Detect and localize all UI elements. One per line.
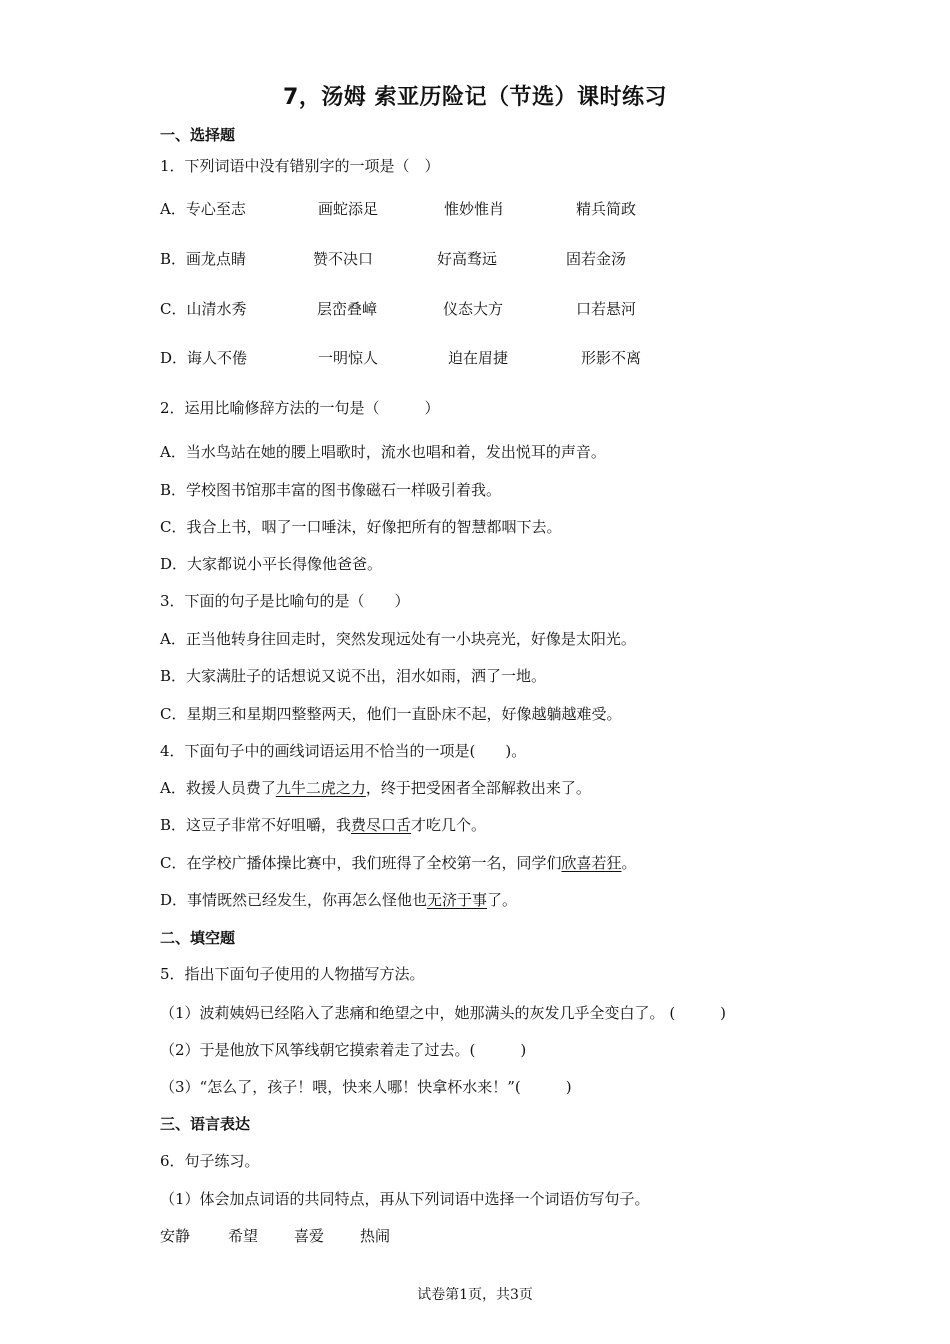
question-2-stem: 2．运用比喻修辞方法的一句是（ ）: [160, 399, 440, 417]
question-4-option-d: [160, 890, 517, 910]
option-text: A．救援人员费了: [160, 779, 276, 797]
option-label: A．专心至志: [160, 200, 246, 218]
word-item: 安静: [160, 1227, 191, 1245]
question-1-option-a: [160, 199, 720, 219]
question-4-option-c: [160, 853, 637, 873]
option-label: B．画龙点睛: [160, 250, 247, 268]
option-word: 画蛇添足: [318, 200, 379, 218]
section-heading-expression: 三、语言表达: [160, 1115, 251, 1133]
underlined-phrase: 无济于事: [427, 891, 488, 909]
word-item: 喜爱: [294, 1227, 325, 1245]
question-5-item-3: （3）“怎么了，孩子！喂，快来人哪！快拿杯水来！”( ): [160, 1078, 572, 1096]
question-6-stem: 6．句子练习。: [160, 1152, 260, 1170]
question-1-option-c: [160, 299, 720, 319]
option-word: 口若悬河: [576, 300, 637, 318]
page-title: 7，汤姆 索亚历险记（节选）课时练习: [283, 85, 667, 110]
option-word: 惟妙惟肖: [444, 200, 505, 218]
question-3-stem: 3．下面的句子是比喻句的是（ ）: [160, 592, 410, 610]
page-footer: 试卷第1页，共3页: [417, 1287, 533, 1303]
option-word: 好高骛远: [437, 250, 498, 268]
option-label: D．诲人不倦: [160, 349, 248, 367]
option-word: 固若金汤: [566, 250, 627, 268]
question-2-option-b: B．学校图书馆那丰富的图书像磁石一样吸引着我。: [160, 481, 502, 499]
question-3-option-c: C．星期三和星期四整整两天，他们一直卧床不起，好像越躺越难受。: [160, 705, 622, 723]
option-word: 赞不决口: [313, 250, 374, 268]
section-heading-choice: 一、选择题: [160, 126, 236, 144]
option-word: 精兵简政: [576, 200, 637, 218]
question-1-stem: 1．下列词语中没有错别字的一项是（ ）: [160, 157, 440, 175]
option-text: ，终于把受困者全部解救出来了。: [365, 779, 591, 797]
question-1-option-b: [160, 249, 720, 269]
question-2-option-d: D．大家都说小平长得像他爸爸。: [160, 555, 383, 573]
option-word: 一明惊人: [318, 349, 379, 367]
option-text: B．这豆子非常不好咀嚼，我: [160, 816, 352, 834]
option-word: 层峦叠嶂: [317, 300, 378, 318]
word-item: 热闹: [360, 1227, 391, 1245]
option-word: 迫在眉捷: [448, 349, 509, 367]
word-list: [160, 1226, 460, 1246]
option-text: 了。: [487, 891, 518, 909]
option-text: 。: [621, 854, 637, 872]
option-text: 才吃几个。: [411, 816, 487, 834]
question-4-option-a: [160, 778, 591, 798]
section-heading-fill-blank: 二、填空题: [160, 929, 236, 947]
question-3-option-a: A．正当他转身往回走时，突然发现远处有一小块亮光，好像是太阳光。: [160, 630, 636, 648]
option-text: D．事情既然已经发生，你再怎么怪他也: [160, 891, 428, 909]
question-1-option-d: [160, 348, 720, 368]
question-3-option-b: B．大家满肚子的话想说又说不出，泪水如雨，洒了一地。: [160, 667, 547, 685]
option-word: 形影不离: [581, 349, 642, 367]
underlined-phrase: 费尽口舌: [351, 816, 412, 834]
underlined-phrase: 欣喜若狂: [561, 854, 622, 872]
question-2-option-a: A．当水鸟站在她的腰上唱歌时，流水也唱和着，发出悦耳的声音。: [160, 443, 606, 461]
option-word: 仪态大方: [443, 300, 504, 318]
word-item: 希望: [228, 1227, 259, 1245]
question-4-option-b: [160, 815, 486, 835]
question-5-item-1: （1）波莉姨妈已经陷入了悲痛和绝望之中，她那满头的灰发几乎全变白了。 ( ): [160, 1004, 727, 1022]
option-text: C．在学校广播体操比赛中，我们班得了全校第一名，同学们: [160, 854, 562, 872]
question-6-item-1: （1）体会加点词语的共同特点，再从下列词语中选择一个词语仿写句子。: [160, 1190, 650, 1208]
underlined-phrase: 九牛二虎之力: [275, 779, 366, 797]
option-label: C．山清水秀: [160, 300, 247, 318]
question-5-stem: 5．指出下面句子使用的人物描写方法。: [160, 965, 425, 983]
question-4-stem: 4．下面句子中的画线词语运用不恰当的一项是( )。: [160, 742, 527, 760]
question-2-option-c: C．我合上书，咽了一口唾沫，好像把所有的智慧都咽下去。: [160, 518, 562, 536]
question-5-item-2: （2）于是他放下风筝线朝它摸索着走了过去。( ): [160, 1041, 527, 1059]
